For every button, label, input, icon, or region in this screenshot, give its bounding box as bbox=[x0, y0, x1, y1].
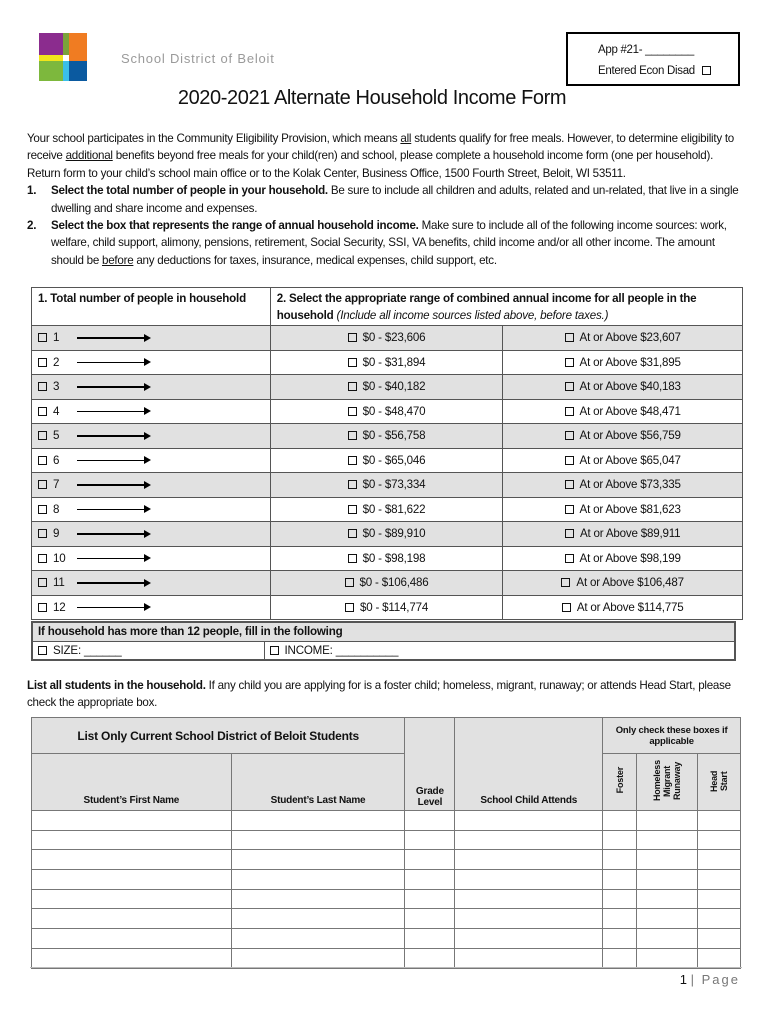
income-high-option[interactable]: At or Above $89,911 bbox=[503, 522, 743, 547]
students-table bbox=[31, 717, 741, 969]
income-high-option[interactable]: At or Above $56,759 bbox=[503, 424, 743, 449]
large-household-size[interactable]: SIZE: ______ bbox=[32, 641, 264, 660]
foster-cell[interactable] bbox=[603, 870, 637, 890]
household-size-option[interactable]: 9 bbox=[32, 522, 271, 547]
foster-cell[interactable] bbox=[603, 830, 637, 850]
checkbox[interactable] bbox=[348, 358, 357, 367]
student-row bbox=[32, 929, 741, 949]
grade-header: Grade Level bbox=[405, 718, 455, 811]
school-cell[interactable] bbox=[455, 948, 603, 968]
head-start-cell[interactable] bbox=[698, 850, 741, 870]
household-size-option[interactable]: 12 bbox=[32, 595, 271, 620]
checkbox[interactable] bbox=[348, 554, 357, 563]
foster-cell[interactable] bbox=[603, 811, 637, 831]
income-row bbox=[32, 497, 743, 522]
instructions: Your school participates in the Community Eligibility Provision, which means all students qualify for free meals. However, to determine eligibility to receive additional benefits beyond free meals for your child(ren) and school, please complete a household income form (one per household). Return form to your child’s school main office or to the Kolak Center, Business Office, 1500 Fourth Street, Beloit, WI 53511. 1. Select the total number of people in your household. Be sure to include all children and adults, related and un-related, that live in a single dwelling and share income and expenses. 2. Select the box that represents the range of annual household income. Make sure to include all of the following income sources: work, welfare, child support, alimony, pensions, retirement, Social Security, SSI, VA benefits, child income and/or all other income. The amount should be before any deductions for taxes, insurance, medical expenses, child support, etc. bbox=[27, 130, 742, 269]
income-low-option[interactable]: $0 - $65,046 bbox=[270, 448, 503, 473]
homeless-header: Homeless Migrant Runaway bbox=[652, 760, 683, 801]
income-range-header: 2. Select the appropriate range of combined annual income for all people in the household (Include all income sources listed above, before taxes.) bbox=[270, 288, 742, 326]
first-name-cell[interactable] bbox=[32, 948, 232, 968]
head-start-header: Head Start bbox=[709, 769, 729, 792]
homeless-cell[interactable] bbox=[637, 850, 698, 870]
income-high-option[interactable]: At or Above $106,487 bbox=[503, 571, 743, 596]
income-low-option[interactable]: $0 - $31,894 bbox=[270, 350, 503, 375]
foster-cell[interactable] bbox=[603, 948, 637, 968]
income-low-option[interactable]: $0 - $73,334 bbox=[270, 473, 503, 498]
econ-disad-checkbox[interactable] bbox=[702, 66, 711, 75]
arrow-icon bbox=[77, 607, 149, 609]
app-number-field[interactable]: App #21- ________ bbox=[598, 44, 694, 56]
income-row bbox=[32, 571, 743, 596]
students-table-title: List Only Current School District of Beloit Students bbox=[32, 718, 405, 754]
income-row bbox=[32, 473, 743, 498]
homeless-cell[interactable] bbox=[637, 929, 698, 949]
last-name-cell[interactable] bbox=[231, 929, 405, 949]
checkbox[interactable] bbox=[345, 603, 354, 612]
last-name-cell[interactable] bbox=[231, 870, 405, 890]
checkbox[interactable] bbox=[348, 407, 357, 416]
checkbox[interactable] bbox=[38, 358, 47, 367]
household-size-option[interactable]: 10 bbox=[32, 546, 271, 571]
first-name-cell[interactable] bbox=[32, 929, 232, 949]
checkbox[interactable] bbox=[38, 382, 47, 391]
checkbox[interactable] bbox=[38, 505, 47, 514]
household-size-option[interactable]: 1 bbox=[32, 326, 271, 351]
foster-cell[interactable] bbox=[603, 850, 637, 870]
student-row bbox=[32, 811, 741, 831]
school-cell[interactable] bbox=[455, 929, 603, 949]
first-name-cell[interactable] bbox=[32, 909, 232, 929]
income-checkbox[interactable] bbox=[270, 646, 279, 655]
income-low-option[interactable]: $0 - $56,758 bbox=[270, 424, 503, 449]
checkbox[interactable] bbox=[565, 480, 574, 489]
last-name-cell[interactable] bbox=[231, 948, 405, 968]
income-low-option[interactable]: $0 - $23,606 bbox=[270, 326, 503, 351]
homeless-cell[interactable] bbox=[637, 811, 698, 831]
size-checkbox[interactable] bbox=[38, 646, 47, 655]
office-use-box bbox=[566, 32, 740, 86]
school-cell[interactable] bbox=[455, 870, 603, 890]
school-cell[interactable] bbox=[455, 889, 603, 909]
first-name-header: Student’s First Name bbox=[32, 754, 232, 811]
head-start-cell[interactable] bbox=[698, 811, 741, 831]
checkbox[interactable] bbox=[38, 456, 47, 465]
checkbox[interactable] bbox=[38, 578, 47, 587]
household-size-option[interactable]: 7 bbox=[32, 473, 271, 498]
student-row bbox=[32, 870, 741, 890]
school-cell[interactable] bbox=[455, 811, 603, 831]
checkbox[interactable] bbox=[38, 407, 47, 416]
arrow-icon bbox=[77, 435, 149, 437]
income-low-option[interactable]: $0 - $81,622 bbox=[270, 497, 503, 522]
arrow-icon bbox=[77, 386, 149, 388]
income-high-option[interactable]: At or Above $114,775 bbox=[503, 595, 743, 620]
district-name: School District of Beloit bbox=[121, 51, 275, 66]
income-row bbox=[32, 375, 743, 400]
page-number: 1 | Page bbox=[679, 972, 740, 987]
checkbox[interactable] bbox=[38, 554, 47, 563]
income-row bbox=[32, 546, 743, 571]
students-instructions: List all students in the household. If any child you are applying for is a foster child; homeless, migrant, runaway; or attends Head Start, please check the appropriate box. bbox=[27, 679, 731, 710]
head-start-cell[interactable] bbox=[698, 889, 741, 909]
household-size-option[interactable]: 4 bbox=[32, 399, 271, 424]
head-start-cell[interactable] bbox=[698, 929, 741, 949]
large-household-table bbox=[31, 621, 736, 661]
arrow-icon bbox=[77, 533, 149, 535]
checkbox[interactable] bbox=[562, 603, 571, 612]
income-high-option[interactable]: At or Above $48,471 bbox=[503, 399, 743, 424]
first-name-cell[interactable] bbox=[32, 811, 232, 831]
checkbox[interactable] bbox=[565, 407, 574, 416]
household-size-option[interactable]: 8 bbox=[32, 497, 271, 522]
student-row bbox=[32, 889, 741, 909]
school-cell[interactable] bbox=[455, 909, 603, 929]
foster-cell[interactable] bbox=[603, 909, 637, 929]
income-high-option[interactable]: At or Above $23,607 bbox=[503, 326, 743, 351]
homeless-cell[interactable] bbox=[637, 830, 698, 850]
homeless-cell[interactable] bbox=[637, 870, 698, 890]
income-row bbox=[32, 448, 743, 473]
foster-cell[interactable] bbox=[603, 889, 637, 909]
grade-cell[interactable] bbox=[405, 948, 455, 968]
head-start-cell[interactable] bbox=[698, 870, 741, 890]
income-row bbox=[32, 399, 743, 424]
checkbox[interactable] bbox=[565, 333, 574, 342]
income-table bbox=[31, 287, 743, 620]
first-name-cell[interactable] bbox=[32, 850, 232, 870]
income-high-option[interactable]: At or Above $65,047 bbox=[503, 448, 743, 473]
income-row bbox=[32, 522, 743, 547]
household-size-header: 1. Total number of people in household bbox=[32, 288, 271, 326]
student-row bbox=[32, 850, 741, 870]
grade-cell[interactable] bbox=[405, 929, 455, 949]
head-start-cell[interactable] bbox=[698, 830, 741, 850]
checkbox[interactable] bbox=[38, 480, 47, 489]
last-name-cell[interactable] bbox=[231, 850, 405, 870]
school-header: School Child Attends bbox=[455, 718, 603, 811]
arrow-icon bbox=[77, 411, 149, 413]
income-low-option[interactable]: $0 - $40,182 bbox=[270, 375, 503, 400]
income-row bbox=[32, 595, 743, 620]
checkbox[interactable] bbox=[561, 578, 570, 587]
checkbox[interactable] bbox=[565, 456, 574, 465]
student-row bbox=[32, 909, 741, 929]
foster-header: Foster bbox=[614, 767, 625, 794]
income-high-option[interactable]: At or Above $73,335 bbox=[503, 473, 743, 498]
grade-cell[interactable] bbox=[405, 850, 455, 870]
instruction-step-2: 2. Select the box that represents the range of annual household income. Make sure to include all of the following income sources: work, welfare, child support, alimony, pensions, retirement, Social Security, SSI, VA benefits, child income and/or all other income. The amount should be before any deductions for taxes, insurance, medical expenses, child support, etc. bbox=[27, 219, 727, 267]
income-high-option[interactable]: At or Above $98,199 bbox=[503, 546, 743, 571]
head-start-cell[interactable] bbox=[698, 909, 741, 929]
income-low-option[interactable]: $0 - $106,486 bbox=[270, 571, 503, 596]
student-row bbox=[32, 948, 741, 968]
checkbox[interactable] bbox=[565, 358, 574, 367]
large-household-income[interactable]: INCOME: __________ bbox=[264, 641, 735, 660]
checkbox[interactable] bbox=[348, 456, 357, 465]
last-name-cell[interactable] bbox=[231, 909, 405, 929]
arrow-icon bbox=[77, 558, 149, 560]
homeless-cell[interactable] bbox=[637, 909, 698, 929]
household-size-option[interactable]: 5 bbox=[32, 424, 271, 449]
arrow-icon bbox=[77, 509, 149, 511]
first-name-cell[interactable] bbox=[32, 889, 232, 909]
income-row bbox=[32, 350, 743, 375]
income-low-option[interactable]: $0 - $114,774 bbox=[270, 595, 503, 620]
head-start-cell[interactable] bbox=[698, 948, 741, 968]
grade-cell[interactable] bbox=[405, 830, 455, 850]
check-boxes-header: Only check these boxes if applicable bbox=[603, 718, 741, 754]
large-household-header: If household has more than 12 people, fill in the following bbox=[32, 622, 735, 641]
instruction-step-1: 1. Select the total number of people in your household. Be sure to include all children and adults, related and un-related, that live in a single dwelling and share income and expenses. bbox=[27, 184, 739, 215]
last-name-cell[interactable] bbox=[231, 889, 405, 909]
first-name-cell[interactable] bbox=[32, 870, 232, 890]
arrow-icon bbox=[77, 362, 149, 364]
checkbox[interactable] bbox=[348, 529, 357, 538]
checkbox[interactable] bbox=[565, 529, 574, 538]
homeless-cell[interactable] bbox=[637, 889, 698, 909]
arrow-icon bbox=[77, 337, 149, 339]
household-size-option[interactable]: 3 bbox=[32, 375, 271, 400]
last-name-cell[interactable] bbox=[231, 830, 405, 850]
income-high-option[interactable]: At or Above $81,623 bbox=[503, 497, 743, 522]
checkbox[interactable] bbox=[565, 505, 574, 514]
household-size-option[interactable]: 2 bbox=[32, 350, 271, 375]
income-low-option[interactable]: $0 - $89,910 bbox=[270, 522, 503, 547]
grade-cell[interactable] bbox=[405, 870, 455, 890]
arrow-icon bbox=[77, 582, 149, 584]
last-name-cell[interactable] bbox=[231, 811, 405, 831]
district-logo bbox=[39, 33, 87, 81]
checkbox[interactable] bbox=[565, 554, 574, 563]
econ-disad-label: Entered Econ Disad bbox=[598, 65, 695, 77]
first-name-cell[interactable] bbox=[32, 830, 232, 850]
footer-divider bbox=[30, 967, 742, 968]
grade-cell[interactable] bbox=[405, 889, 455, 909]
checkbox[interactable] bbox=[565, 431, 574, 440]
school-cell[interactable] bbox=[455, 850, 603, 870]
checkbox[interactable] bbox=[38, 333, 47, 342]
student-row bbox=[32, 830, 741, 850]
arrow-icon bbox=[77, 484, 149, 486]
income-low-option[interactable]: $0 - $98,198 bbox=[270, 546, 503, 571]
school-cell[interactable] bbox=[455, 830, 603, 850]
checkbox[interactable] bbox=[348, 333, 357, 342]
homeless-cell[interactable] bbox=[637, 948, 698, 968]
checkbox[interactable] bbox=[348, 382, 357, 391]
checkbox[interactable] bbox=[38, 603, 47, 612]
arrow-icon bbox=[77, 460, 149, 462]
checkbox[interactable] bbox=[38, 529, 47, 538]
checkbox[interactable] bbox=[38, 431, 47, 440]
income-row bbox=[32, 424, 743, 449]
checkbox[interactable] bbox=[348, 505, 357, 514]
checkbox[interactable] bbox=[345, 578, 354, 587]
checkbox[interactable] bbox=[565, 382, 574, 391]
form-title: 2020-2021 Alternate Household Income Form bbox=[177, 87, 567, 109]
grade-cell[interactable] bbox=[405, 811, 455, 831]
income-high-option[interactable]: At or Above $40,183 bbox=[503, 375, 743, 400]
income-low-option[interactable]: $0 - $48,470 bbox=[270, 399, 503, 424]
foster-cell[interactable] bbox=[603, 929, 637, 949]
household-size-option[interactable]: 6 bbox=[32, 448, 271, 473]
household-size-option[interactable]: 11 bbox=[32, 571, 271, 596]
last-name-header: Student’s Last Name bbox=[231, 754, 405, 811]
income-high-option[interactable]: At or Above $31,895 bbox=[503, 350, 743, 375]
grade-cell[interactable] bbox=[405, 909, 455, 929]
checkbox[interactable] bbox=[348, 480, 357, 489]
income-row bbox=[32, 326, 743, 351]
checkbox[interactable] bbox=[348, 431, 357, 440]
